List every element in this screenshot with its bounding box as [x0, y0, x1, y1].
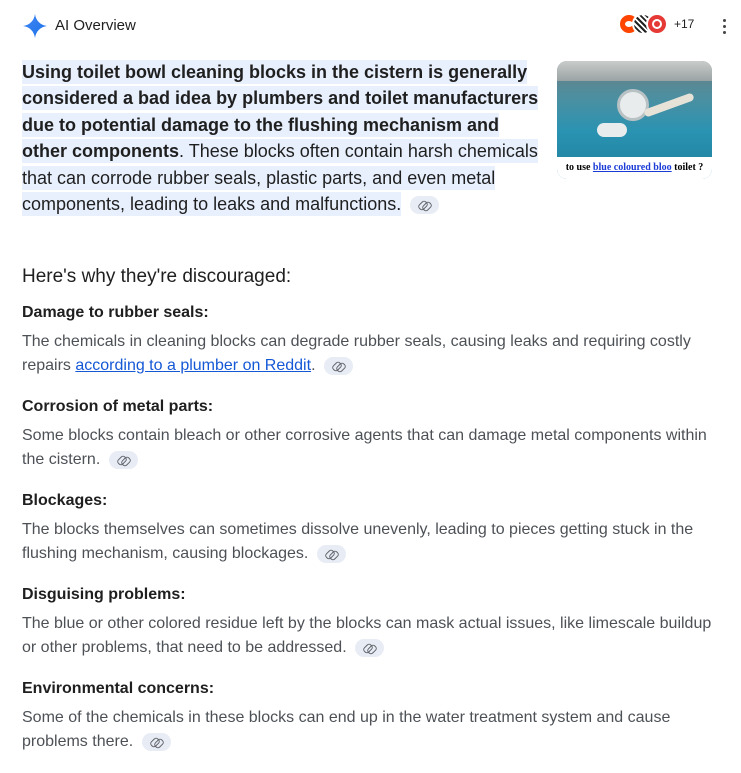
cistern-valve [617, 89, 649, 121]
section-body: Some of the chemicals in these blocks can end up in the water treatment system and cause problems there. [22, 709, 671, 750]
cistern-arm [643, 92, 695, 117]
intro-paragraph [22, 59, 545, 217]
intro-rest-text: . These blocks often contain harsh chemicals that can corrode rubber seals, plastic parts, and even metal components, leading to leaks and malfunctions. [22, 141, 538, 215]
citation-link-icon[interactable] [324, 357, 353, 375]
cistern-rim [557, 61, 712, 81]
citation-link-icon[interactable] [410, 196, 439, 214]
citation-link-icon[interactable] [142, 733, 171, 751]
citation-link-icon[interactable] [317, 545, 346, 563]
more-options-icon[interactable] [716, 14, 732, 38]
section-title: Corrosion of metal parts: [22, 398, 214, 415]
gemini-sparkle-icon [23, 14, 47, 38]
ai-overview-title: AI Overview [55, 17, 136, 34]
section-body: Some blocks contain bleach or other corrosive agents that can damage metal components within the cistern. [22, 427, 707, 468]
source-thumbnail[interactable] [557, 61, 712, 179]
intro-highlight [22, 60, 538, 216]
section-body: The chemicals in cleaning blocks can degrade rubber seals, causing leaks and requiring costly repairs according to a plumber on Reddit. [22, 333, 691, 374]
why-heading: Here's why they're discouraged: [22, 266, 292, 287]
citation-link-icon[interactable] [355, 639, 384, 657]
intro-bold-text: Using toilet bowl cleaning blocks in the cistern is generally considered a bad idea by plumbers and toilet manufacturers due to potential damage to the flushing mechanism and other components [22, 62, 539, 162]
ai-overview-header [0, 0, 741, 52]
thumbnail-caption: to use blue coloured bloo toilet ? [557, 157, 712, 179]
section-title: Environmental concerns: [22, 680, 215, 697]
cistern-part [597, 123, 627, 137]
sources-button[interactable] [618, 13, 694, 35]
section-title: Disguising problems: [22, 586, 186, 603]
section-body: The blue or other colored residue left by the blocks can mask actual issues, like limescale buildup or other problems, that need to be addressed. [22, 615, 712, 656]
red-site-icon [646, 13, 668, 35]
reddit-source-link[interactable]: according to a plumber on Reddit [75, 357, 312, 374]
sources-count: +17 [674, 17, 695, 31]
section-title: Damage to rubber seals: [22, 304, 209, 321]
section-title: Blockages: [22, 492, 108, 509]
citation-link-icon[interactable] [109, 451, 138, 469]
section-body: The blocks themselves can sometimes dissolve unevenly, leading to pieces getting stuck in the flushing mechanism, causing blockages. [22, 521, 694, 562]
